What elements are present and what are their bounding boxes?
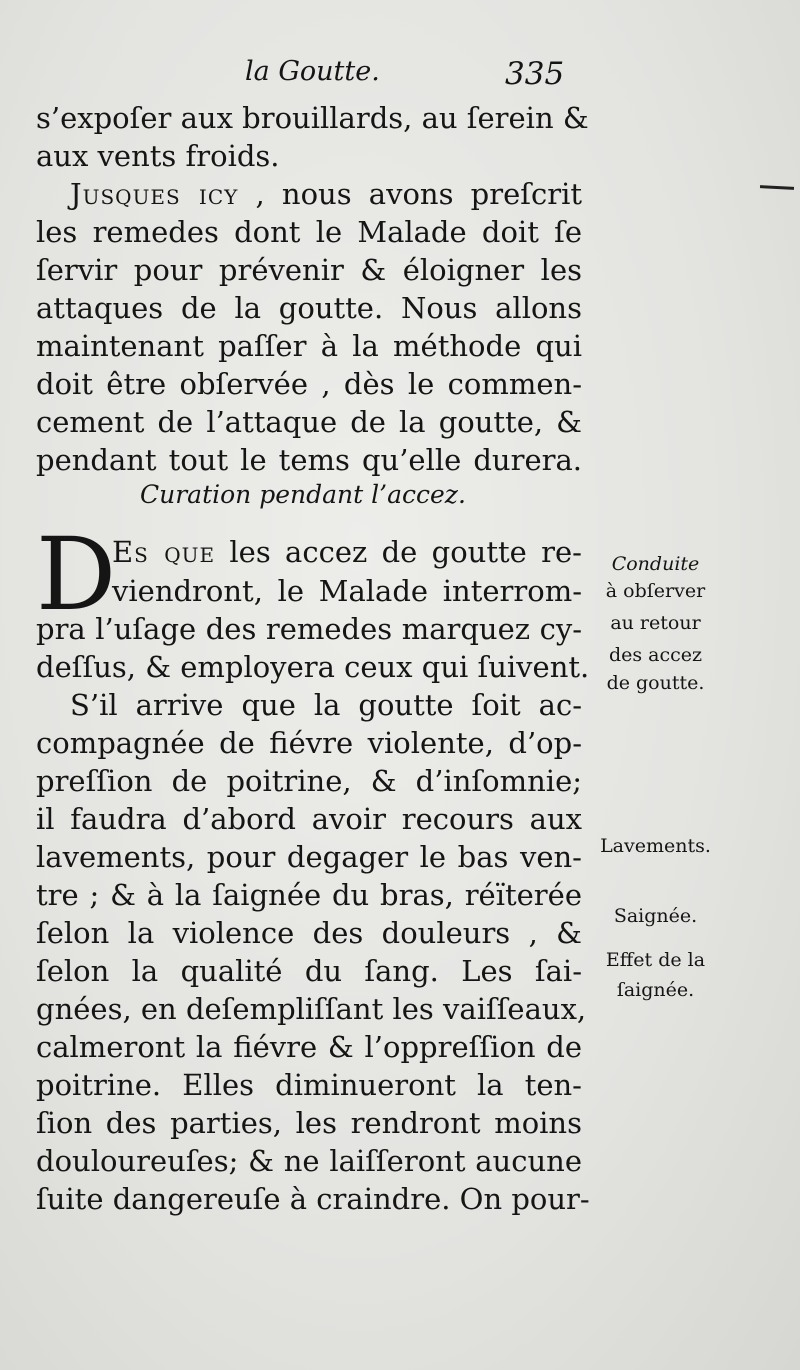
text-line: deſſus, & employera ceux qui ſuivent.	[36, 650, 590, 684]
text-line: S’il arrive que la goutte ſoit ac-	[70, 688, 582, 722]
text-line: pra l’uſage des remedes marquez cy-	[36, 612, 582, 646]
text-line: cement de l’attaque de la goutte, &	[36, 405, 582, 439]
text-line: poitrine. Elles diminueront la ten-	[36, 1068, 582, 1102]
text-line: ſervir pour prévenir & éloigner les	[36, 253, 582, 287]
section-heading: Curation pendant l’accez.	[140, 480, 466, 509]
margin-note-conduite: des accez	[608, 644, 703, 666]
margin-dash	[760, 185, 794, 190]
text-line: attaques de la goutte. Nous allons	[36, 291, 582, 325]
margin-note-effet: ſaignée.	[616, 979, 695, 1001]
text-line: calmeront la fiévre & l’oppreſſion de	[36, 1030, 582, 1064]
text-line: doit être obſervée , dès le commen-	[36, 367, 582, 401]
margin-note-conduite: de goutte.	[606, 672, 705, 694]
page-number: 335	[505, 56, 565, 92]
text-line: tre ; & à la ſaignée du bras, réïterée	[36, 878, 582, 912]
margin-note-conduite: à obſerver	[605, 580, 706, 602]
drop-cap: D	[36, 516, 117, 633]
text-line: gnées, en deſempliſſant les vaiſſeaux,	[36, 992, 587, 1026]
margin-note-lavements: Lavements.	[600, 835, 711, 857]
text-line: preſſion de poitrine, & d’inſomnie;	[36, 764, 582, 798]
text-line: Jusques icy , nous avons preſcrit	[70, 177, 583, 211]
text-line: viendront, le Malade interrom-	[112, 574, 582, 608]
margin-note-conduite: Conduite	[611, 553, 700, 575]
running-head: la Goutte.	[245, 56, 380, 87]
text-line: compagnée de fiévre violente, d’op-	[36, 726, 582, 760]
text-line: douloureuſes; & ne laiſſeront aucune	[36, 1144, 582, 1178]
text-line: Es que les accez de goutte re-	[112, 535, 582, 569]
text-line: pendant tout le tems qu’elle durera.	[36, 443, 582, 477]
text-line: ſion des parties, les rendront moins	[36, 1106, 582, 1140]
margin-note-saignee: Saignée.	[613, 905, 698, 927]
text-line: ſuite dangereuſe à craindre. On pour-	[36, 1182, 590, 1216]
margin-note-conduite: au retour	[610, 612, 701, 634]
text-line: s’expoſer aux brouillards, au ſerein &	[36, 101, 589, 135]
text-line: aux vents froids.	[36, 139, 280, 173]
text-line: il faudra d’abord avoir recours aux	[36, 802, 582, 836]
text-line: lavements, pour degager le bas ven-	[36, 840, 582, 874]
text-line: ſelon la qualité du ſang. Les ſai-	[36, 954, 582, 988]
text-line: les remedes dont le Malade doit ſe	[36, 215, 582, 249]
text-line: maintenant paſſer à la méthode qui	[36, 329, 582, 363]
text-line: ſelon la violence des douleurs , &	[36, 916, 582, 950]
margin-note-effet: Effet de la	[605, 949, 706, 971]
